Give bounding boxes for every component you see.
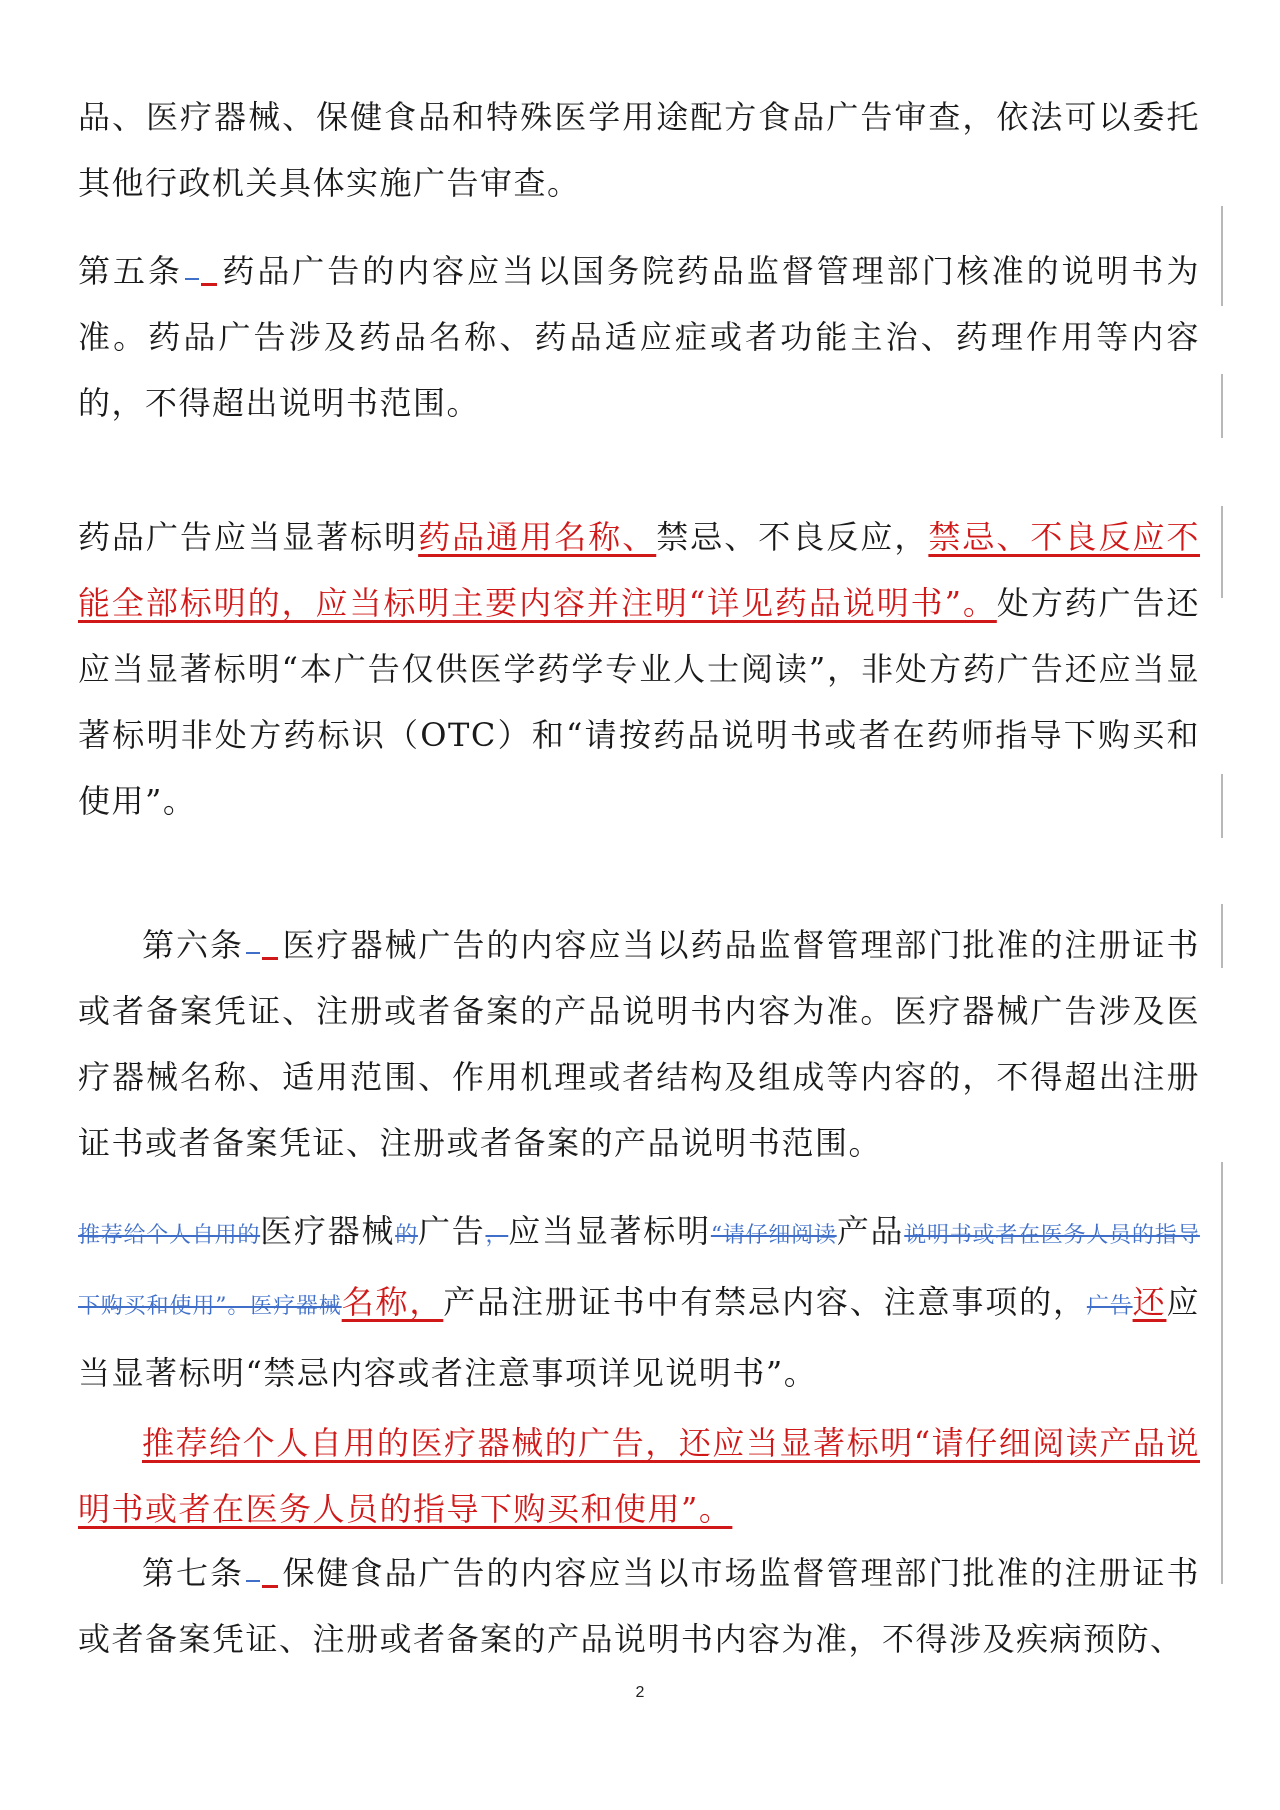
deleted-space-mark	[185, 278, 199, 280]
paragraph-text: 品、医疗器械、保健食品和特殊医学用途配方食品广告审查，依法可以委托其他行政机关具体实施广告审查。	[78, 98, 1200, 202]
inserted-space-mark	[262, 957, 278, 960]
paragraph-article-6	[78, 912, 1200, 1176]
change-bar	[1221, 774, 1223, 838]
deleted-text: 推荐给个人自用的	[78, 1223, 261, 1248]
deleted-text: 广告	[1086, 1294, 1133, 1319]
paragraph-text: 产品	[836, 1212, 905, 1250]
page-number: 2	[635, 1684, 645, 1701]
article-number: 第七条	[142, 1554, 244, 1592]
paragraph-text: 处方药广告还应当显著标明“本广告仅供医学药学专业人士阅读”，非处方药广告还应当显著标明非处方药标识（OTC）和“请按药品说明书或者在药师指导下购买和使用”。	[78, 584, 1200, 820]
paragraph-text: 医疗器械广告的内容应当以药品监督管理部门批准的注册证书或者备案凭证、注册或者备案的产品说明书内容为准。医疗器械广告涉及医疗器械名称、适用范围、作用机理或者结构及组成等内容的，不得超出注册证书或者备案凭证、注册或者备案的产品说明书范围。	[78, 926, 1200, 1162]
paragraph-text: 药品广告应当显著标明	[78, 518, 419, 556]
change-bar	[1221, 1162, 1223, 1584]
article-number: 第六条	[142, 926, 244, 964]
paragraph-inserted-self-use-device	[78, 1410, 1200, 1542]
paragraph-article-5	[78, 238, 1200, 436]
paragraph-article-7	[78, 1540, 1200, 1672]
change-bar	[1221, 904, 1223, 968]
deleted-text: 的	[395, 1223, 418, 1248]
paragraph-text: 产品注册证书中有禁忌内容、注意事项的，	[443, 1283, 1087, 1321]
inserted-text: 还	[1132, 1283, 1167, 1321]
paragraph-text: 保健食品广告的内容应当以市场监督管理部门批准的注册证书或者备案凭证、注册或者备案的产品说明书内容为准，不得涉及疾病预防、	[78, 1554, 1200, 1658]
paragraph-text: 禁忌、不良反应，	[656, 518, 929, 556]
inserted-space-mark	[262, 1585, 278, 1588]
paragraph-article-4-end	[78, 84, 1200, 216]
deleted-text: ，	[485, 1223, 509, 1248]
deleted-text: 说明书或者在医务人员的指导下购买和使用”。医疗器械	[78, 1223, 1200, 1319]
deleted-space-mark	[246, 1580, 260, 1582]
inserted-text: 禁忌、不良反应不能全部标明的，应当标明主要内容并注明“详见药品说明书”。	[78, 518, 1200, 622]
paragraph-text: 应当显著标明“禁忌内容或者注意事项详见说明书”。	[78, 1283, 1200, 1392]
change-bar	[1221, 374, 1223, 438]
change-bar	[1221, 506, 1223, 598]
deleted-space-mark	[246, 952, 260, 954]
paragraph-text: 应当显著标明	[508, 1212, 711, 1250]
paragraph-text: 医疗器械	[260, 1212, 396, 1250]
inserted-text: 药品通用名称、	[418, 518, 657, 556]
change-bar	[1221, 206, 1223, 306]
deleted-text: “请仔细阅读	[710, 1223, 837, 1248]
paragraph-device-ad-labels	[78, 1198, 1200, 1406]
inserted-text: 名称，	[341, 1283, 444, 1321]
inserted-space-mark	[201, 283, 217, 286]
paragraph-text: 药品广告的内容应当以国务院药品监督管理部门核准的说明书为准。药品广告涉及药品名称、药品适应症或者功能主治、药理作用等内容的，不得超出说明书范围。	[78, 252, 1200, 422]
paragraph-drug-ad-labels	[78, 504, 1200, 834]
paragraph-text: 广告	[417, 1212, 486, 1250]
inserted-text: 推荐给个人自用的医疗器械的广告，还应当显著标明“请仔细阅读产品说明书或者在医务人员的指导下购买和使用”。	[78, 1424, 1200, 1528]
article-number: 第五条	[78, 252, 183, 290]
